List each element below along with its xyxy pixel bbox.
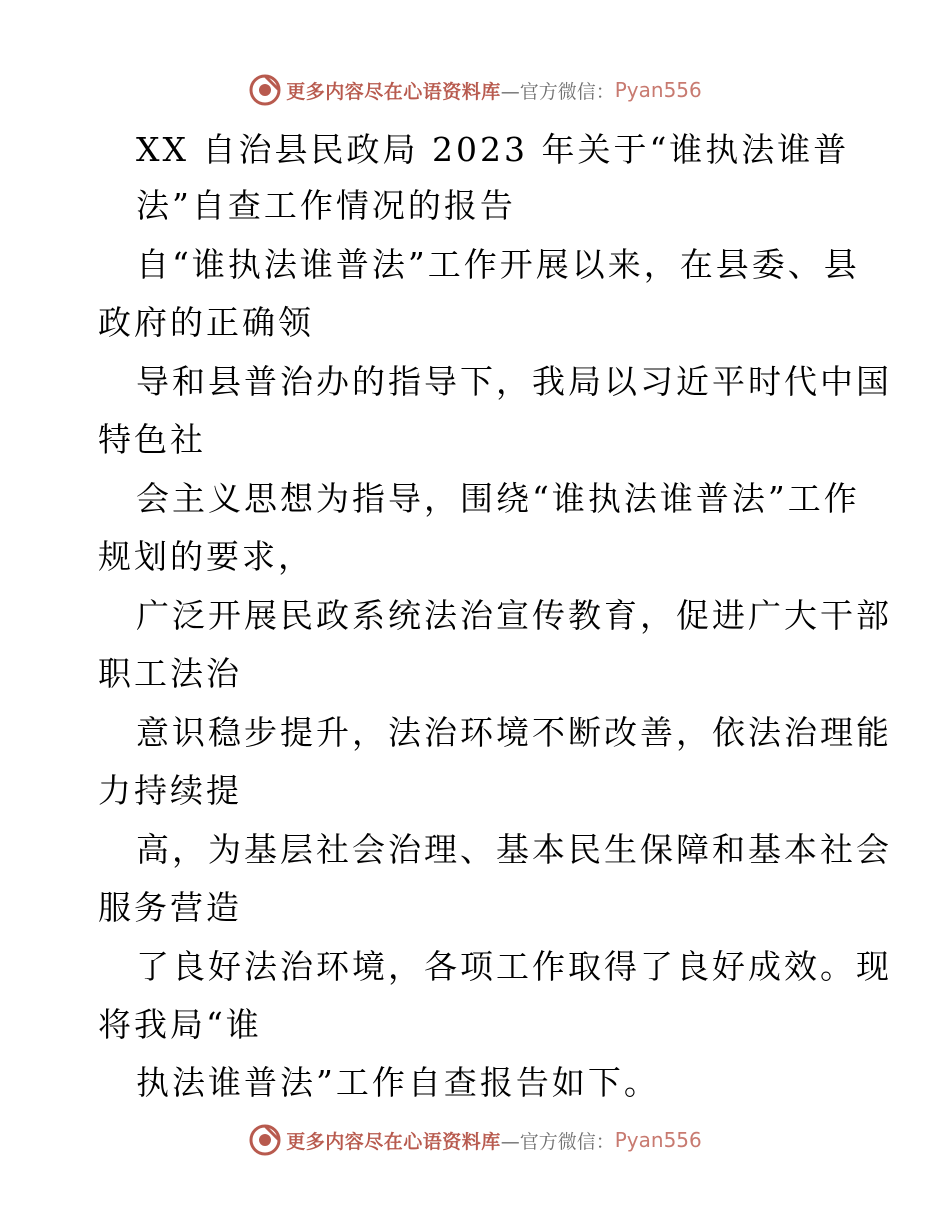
banner-lead-text: 更多内容尽在心语资料库 — [286, 80, 501, 103]
banner-handle-text: Pyan556 — [614, 78, 702, 102]
body-line: 职工法治 — [98, 654, 242, 693]
brand-logo-icon — [248, 73, 282, 107]
body-line: 广泛开展民政系统法治宣传教育，促进广大干部 — [136, 596, 892, 635]
body-line: 将我局“谁 — [98, 1005, 262, 1044]
header-watermark-banner — [0, 70, 950, 110]
banner-dash-text: —官方微信： — [500, 1130, 615, 1153]
banner-dash-text: —官方微信： — [500, 80, 615, 103]
body-line: 执法谁普法”工作自查报告如下。 — [136, 1063, 660, 1102]
body-line: 意识稳步提升，法治环境不断改善，依法治理能 — [136, 713, 892, 752]
body-line: 导和县普治办的指导下，我局以习近平时代中国 — [136, 362, 892, 401]
body-line: 会主义思想为指导，围绕“谁执法谁普法”工作 — [136, 479, 860, 518]
banner-handle-text: Pyan556 — [614, 1128, 702, 1152]
body-line: 规划的要求， — [98, 537, 314, 576]
body-line: 特色社 — [98, 420, 206, 459]
body-line: 政府的正确领 — [98, 303, 314, 342]
body-line: 自“谁执法谁普法”工作开展以来，在县委、县 — [136, 245, 860, 284]
body-line: 了良好法治环境，各项工作取得了良好成效。现 — [136, 947, 892, 986]
footer-watermark-banner — [0, 1120, 950, 1160]
body-line: 力持续提 — [98, 771, 242, 810]
body-line: 服务营造 — [98, 888, 242, 927]
document-title-line-1: XX 自治县民政局 2023 年关于“谁执法谁普 — [136, 130, 850, 169]
document-title-line-2: 法”自查工作情况的报告 — [136, 186, 516, 225]
body-line: 高，为基层社会治理、基本民生保障和基本社会 — [136, 830, 892, 869]
banner-lead-text: 更多内容尽在心语资料库 — [286, 1130, 501, 1153]
brand-logo-icon — [248, 1123, 282, 1157]
